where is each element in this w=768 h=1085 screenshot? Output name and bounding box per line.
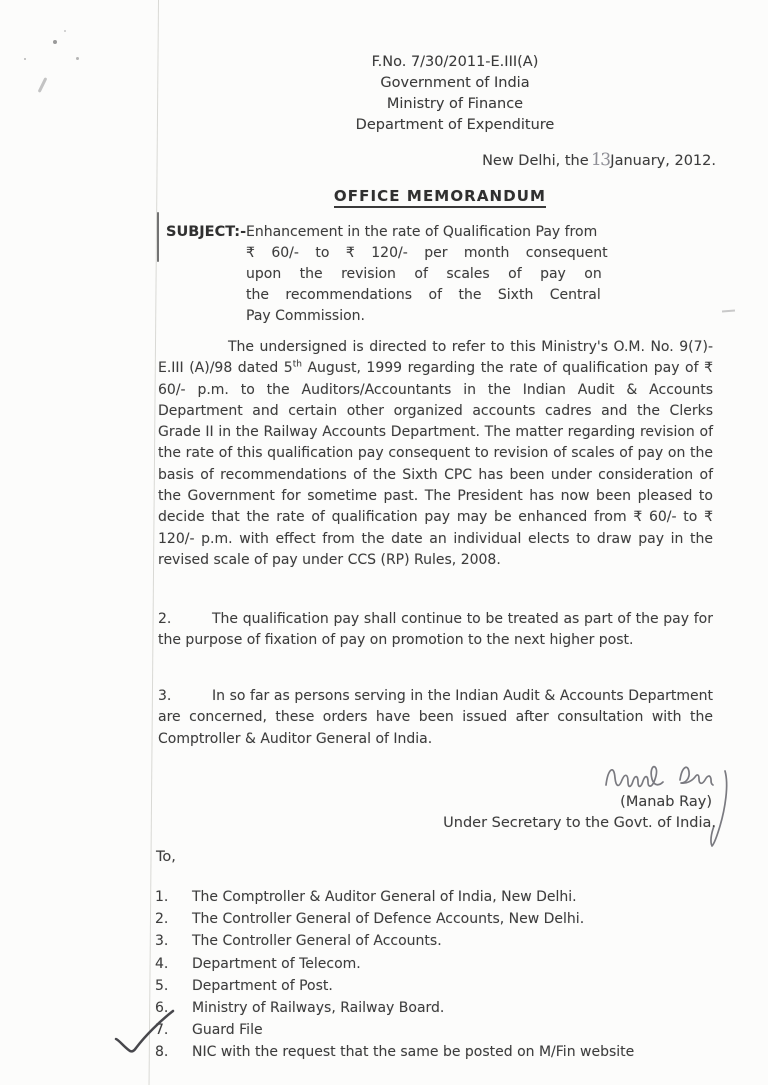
- subject-line: ₹ 60/- to ₹ 120/- per month consequent: [246, 245, 608, 261]
- recipient-number: 7.: [155, 1022, 169, 1039]
- recipient-number: 3.: [155, 933, 169, 950]
- checkmark-annotation: [110, 1005, 182, 1063]
- recipient-text: NIC with the request that the same be posted on M/Fin website: [192, 1044, 635, 1061]
- signatory-title: Under Secretary to the Govt. of India.: [443, 815, 716, 831]
- paragraph-1: [158, 337, 713, 571]
- signatory-name: (Manab Ray): [620, 794, 712, 810]
- ordinal-superscript: th: [292, 359, 302, 370]
- recipient-number: 8.: [155, 1044, 169, 1061]
- paragraph-1-text-a: The undersigned is directed to refer to this Ministry's O.M. No. 9(7)-E.III (A)/98 dated 5: [158, 339, 713, 377]
- scan-dash-artifact: [722, 310, 735, 313]
- recipient-text: Guard File: [192, 1022, 263, 1039]
- paragraph-2: [158, 609, 713, 652]
- file-number: F.No. 7/30/2011-E.III(A): [371, 54, 539, 70]
- recipient-item: [155, 953, 634, 975]
- scan-speck: [53, 40, 57, 44]
- recipient-text: The Controller General of Defence Accounts, New Delhi.: [192, 911, 585, 928]
- scan-speck: [76, 57, 79, 60]
- scan-smudge: [38, 77, 48, 93]
- subject-line: upon the revision of scales of pay on: [246, 266, 602, 282]
- subject-text: [246, 222, 608, 327]
- recipient-number: 2.: [155, 911, 169, 928]
- paragraph-3: [158, 686, 713, 750]
- recipient-item: [155, 908, 634, 930]
- dateline-suffix: January, 2012.: [610, 153, 716, 169]
- org-line-government: Government of India: [380, 75, 530, 91]
- org-line-department: Department of Expenditure: [355, 117, 555, 133]
- scan-speck: [64, 30, 66, 32]
- recipient-text: Department of Post.: [192, 977, 333, 994]
- recipient-text: Ministry of Railways, Railway Board.: [192, 1000, 445, 1017]
- scan-speck: [24, 58, 26, 60]
- recipient-item: [155, 975, 634, 997]
- recipient-item: [155, 930, 634, 952]
- recipient-text: The Comptroller & Auditor General of India, New Delhi.: [192, 889, 577, 905]
- recipient-item: [155, 1019, 634, 1041]
- recipient-item: [155, 886, 634, 908]
- letterhead: [160, 52, 750, 136]
- subject-block: [166, 222, 608, 327]
- handwritten-date-day: 13: [590, 149, 610, 171]
- subject-line: the recommendations of the Sixth Central: [246, 287, 601, 303]
- document-title-row: [160, 186, 720, 205]
- recipient-number: 4.: [155, 955, 169, 972]
- paragraph-number: 3.: [158, 688, 172, 704]
- document-title: OFFICE MEMORANDUM: [334, 187, 546, 208]
- subject-line: Enhancement in the rate of Qualification Pay from: [246, 224, 598, 240]
- subject-label: SUBJECT:-: [166, 224, 247, 240]
- fold-line-dark-segment: [157, 212, 159, 262]
- recipient-text: Department of Telecom.: [192, 955, 361, 972]
- recipient-number: 5.: [155, 977, 169, 994]
- paragraph-number: 2.: [158, 611, 172, 627]
- recipient-number: 6.: [155, 1000, 169, 1017]
- dateline-prefix: New Delhi, the: [482, 153, 589, 169]
- recipient-item: [155, 997, 634, 1019]
- subject-line: Pay Commission.: [246, 308, 365, 324]
- paragraph-2-text: The qualification pay shall continue to be treated as part of the pay for the purpose of fixation of pay on promotion to the next higher post.: [158, 611, 713, 649]
- recipient-list: [155, 886, 634, 1064]
- dateline: [160, 150, 716, 170]
- recipient-number: 1.: [155, 889, 169, 905]
- recipient-item: [155, 1041, 634, 1063]
- org-line-ministry: Ministry of Finance: [386, 96, 524, 112]
- paragraph-3-text: In so far as persons serving in the Indian Audit & Accounts Department are concerned, these orders have been issued after consultation with the Comptroller & Auditor General of India.: [158, 688, 713, 747]
- to-label: To,: [156, 849, 176, 865]
- recipient-text: The Controller General of Accounts.: [192, 933, 442, 950]
- paragraph-1-text-b: August, 1999 regarding the rate of qualification pay of ₹ 60/- p.m. to the Auditors/Accountants in the Indian Audit & Accounts Department and certain other organized accounts cadres and the Clerks Grade II in the Railway Accounts Department. The matter regarding revision of the rate of this qualification pay consequent to revision of scales of pay on the basis of recommendations of the Sixth CPC has been under consideration of the Government for sometime past. The President has now been pleased to decide that the rate of qualification pay may be enhanced from ₹ 60/- to ₹ 120/- p.m. with effect from the date an individual elects to draw pay in the revised scale of pay under CCS (RP) Rules, 2008.: [158, 360, 713, 568]
